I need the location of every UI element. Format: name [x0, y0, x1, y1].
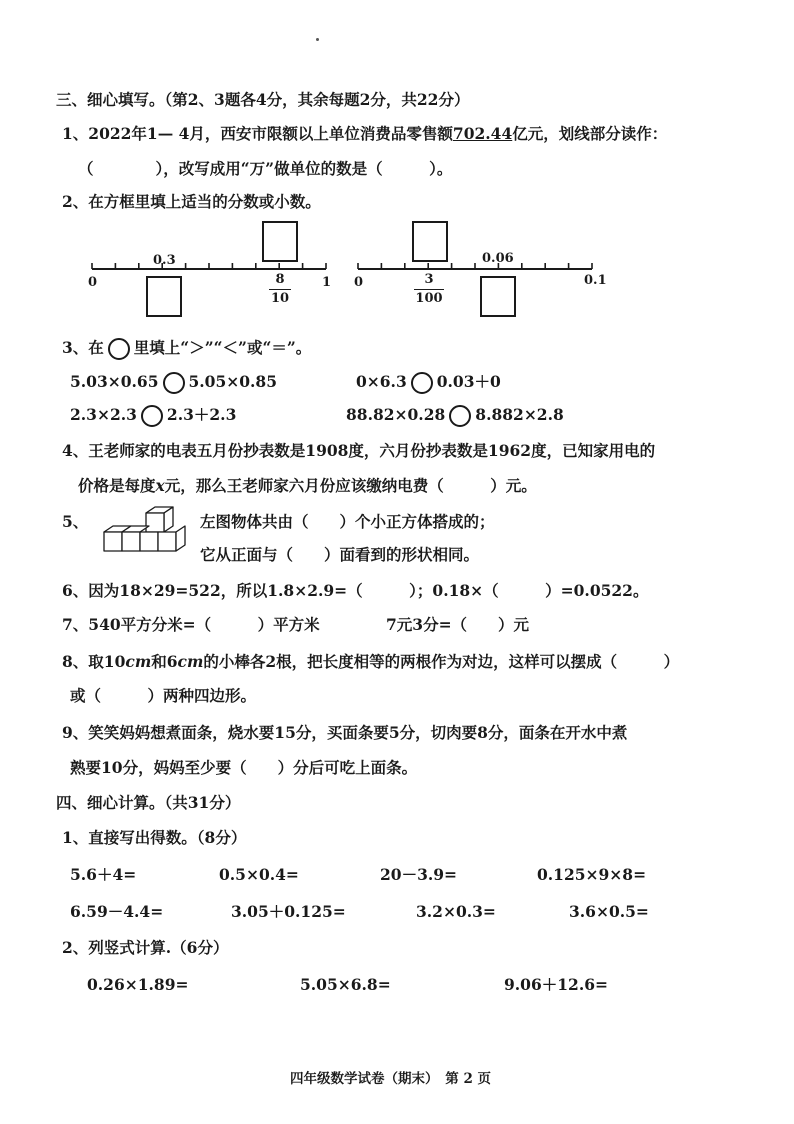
q3-text: 3、在 里填上“＞”“＜”或“＝”。 [62, 338, 311, 360]
q8-line2: 或（ ）两种四边形。 [70, 686, 257, 705]
calc-item: 0.5×0.4= [219, 865, 299, 884]
q4-line1: 4、王老师家的电表五月份抄表数是1908度，六月份抄表数是1962度，已知家用电的 [62, 441, 656, 460]
q4-line2: 价格是每度x元，那么王老师家六月份应该缴纳电费（ ）元。 [78, 476, 537, 495]
q1-line2: （ ），改写成用“万”做单位的数是（ ）。 [78, 159, 453, 178]
vertical-calc-item: 0.26×1.89= [87, 975, 189, 994]
q3-row1-right: 0×6.3 0.03＋0 [356, 372, 501, 394]
vertical-calc-item: 9.06＋12.6= [504, 975, 608, 994]
vertical-calc-item: 5.05×6.8= [300, 975, 391, 994]
nl2-fraction: 3 100 [415, 272, 443, 306]
calc-item: 0.125×9×8= [537, 865, 647, 884]
calc-item: 3.6×0.5= [569, 902, 649, 921]
nl1-decimal-label: 0.3 [153, 253, 176, 268]
q7-left: 7、540平方分米=（ ）平方米 [62, 615, 320, 634]
q9-line2: 熟要10分，妈妈至少要（ ）分后可吃上面条。 [70, 758, 418, 777]
q3-row2-right: 88.82×0.28 8.882×2.8 [346, 405, 564, 427]
calc-part2-title: 2、列竖式计算.（6分） [62, 938, 229, 957]
q5-line1: 左图物体共由（ ）个小正方体搭成的； [200, 512, 495, 531]
q2-text: 2、在方框里填上适当的分数或小数。 [62, 192, 321, 211]
calc-item: 6.59－4.4= [70, 902, 164, 921]
nl1-end-label: 1 [322, 275, 332, 290]
nl2-end-label: 0.1 [584, 273, 607, 288]
q6: 6、因为18×29=522，所以1.8×2.9=（ ）；0.18×（ ）=0.0522。 [62, 581, 649, 600]
section4-title: 四、细心计算。（共31分） [56, 793, 241, 812]
q1-underlined-amount: 702.44 [452, 124, 513, 143]
q5-number: 5、 [62, 512, 89, 531]
q5-line2: 它从正面与（ ）面看到的形状相同。 [200, 545, 480, 564]
q7-right: 7元3分=（ ）元 [386, 615, 530, 634]
section3-title: 三、细心填写。（第2、3题各4分，其余每题2分，共22分） [56, 90, 470, 109]
q9-line1: 9、笑笑妈妈想煮面条，烧水要15分，买面条要5分，切肉要8分，面条在开水中煮 [62, 723, 628, 742]
nl1-fraction: 8 10 [270, 272, 290, 306]
q3-row2-left: 2.3×2.3 2.3＋2.3 [70, 405, 236, 427]
nl1-start-label: 0 [88, 275, 98, 290]
calc-item: 3.05＋0.125= [231, 902, 346, 921]
nl2-decimal-label: 0.06 [482, 251, 514, 266]
nl2-start-label: 0 [354, 275, 364, 290]
calc-item: 20－3.9= [380, 865, 458, 884]
page-footer: 四年级数学试卷（期末） 第 2 页 [290, 1071, 492, 1087]
calc-item: 3.2×0.3= [416, 902, 496, 921]
q8-line1: 8、取10cm和6cm的小棒各2根，把长度相等的两根作为对边，这样可以摆成（ ） [62, 652, 680, 671]
calc-part1-title: 1、直接写出得数。（8分） [62, 828, 247, 847]
q3-row1-left: 5.03×0.65 5.05×0.85 [70, 372, 277, 394]
calc-item: 5.6＋4= [70, 865, 137, 884]
q1-line1: 1、2022年1— 4月，西安市限额以上单位消费品零售额702.44亿元，划线部分读作： [62, 124, 668, 143]
